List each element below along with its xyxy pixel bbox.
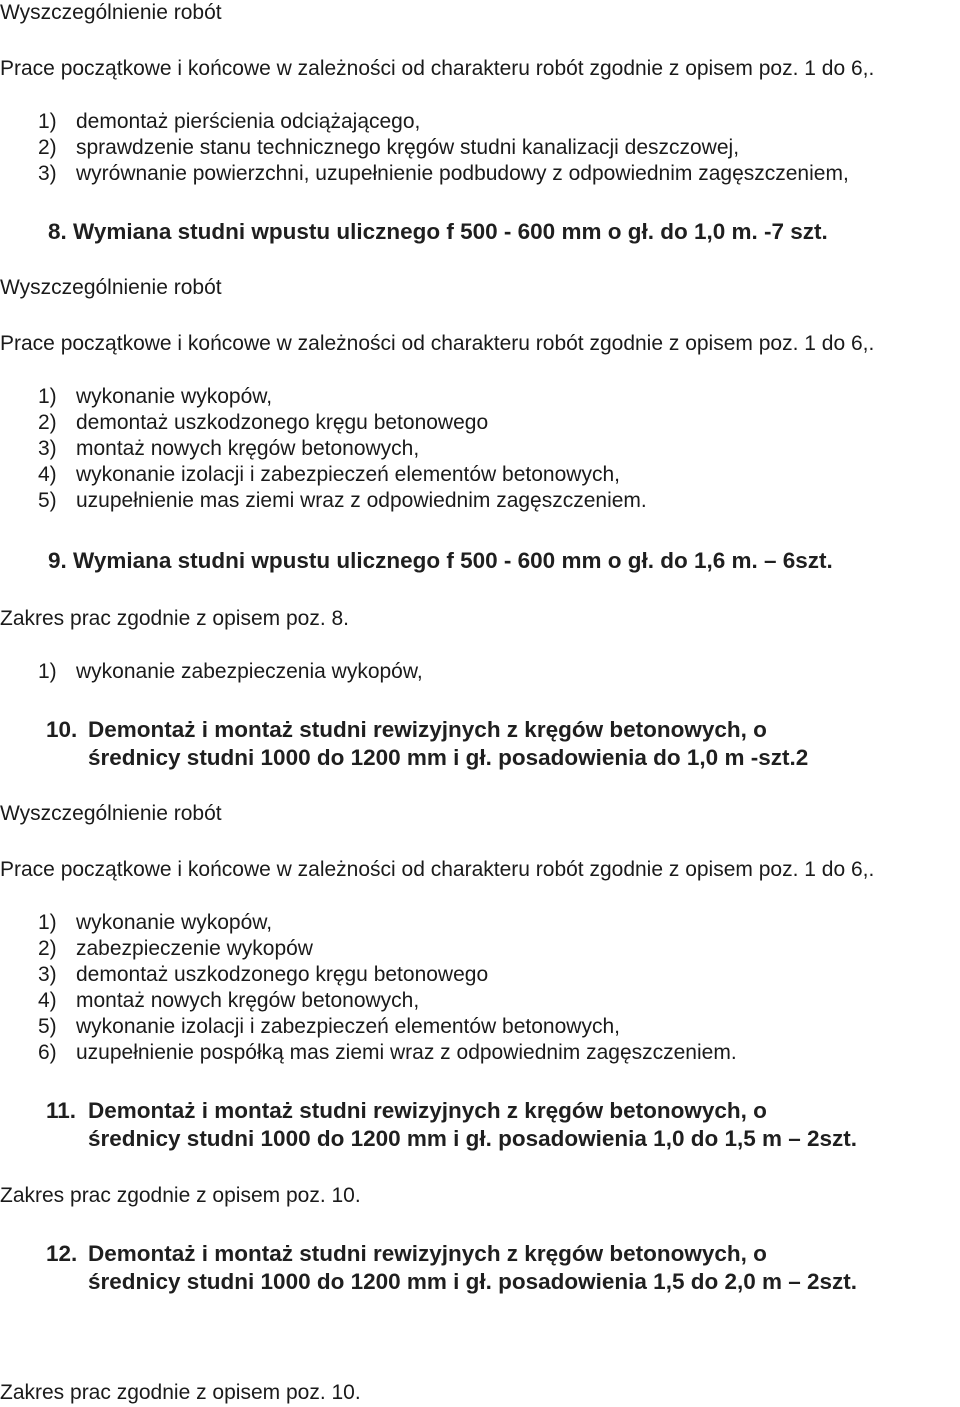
list-item-text: wykonanie izolacji i zabezpieczeń elementów betonowych, xyxy=(76,463,620,486)
list-item xyxy=(0,988,960,1014)
list-item-number: 4) xyxy=(38,463,57,486)
scope-note: Zakres prac zgodnie z opisem poz. 8. xyxy=(0,607,350,630)
list-item-number: 1) xyxy=(38,110,57,133)
list-item-number: 6) xyxy=(38,1041,57,1064)
scope-note: Zakres prac zgodnie z opisem poz. 10. xyxy=(0,1381,361,1404)
section-header: Wyszczególnienie robót xyxy=(0,276,222,299)
list-item-text: uzupełnienie mas ziemi wraz z odpowiednim zagęszczeniem. xyxy=(76,489,647,512)
list-item-number: 5) xyxy=(38,1015,57,1038)
list-item-number: 3) xyxy=(38,437,57,460)
section-heading-8: 8. Wymiana studni wpustu ulicznego f 500 - 600 mm o gł. do 1,0 m. -7 szt. xyxy=(48,219,828,244)
intro-paragraph: Prace początkowe i końcowe w zależności od charakteru robót zgodnie z opisem poz. 1 do 6,. xyxy=(0,858,875,881)
list-item-text: demontaż pierścienia odciążającego, xyxy=(76,110,421,133)
section-header: Wyszczególnienie robót xyxy=(0,1,222,24)
section-header: Wyszczególnienie robót xyxy=(0,802,222,825)
list-item xyxy=(0,488,960,514)
list-item-number: 2) xyxy=(38,136,57,159)
list-item-text: demontaż uszkodzonego kręgu betonowego xyxy=(76,963,489,986)
section-heading-11-line2: średnicy studni 1000 do 1200 mm i gł. posadowienia 1,0 do 1,5 m – 2szt. xyxy=(88,1126,858,1151)
list-item-text: wykonanie zabezpieczenia wykopów, xyxy=(76,660,423,683)
section-heading-12-number: 12. xyxy=(46,1241,78,1266)
list-item xyxy=(0,410,960,436)
list-item-number: 2) xyxy=(38,411,57,434)
list-item-text: wykonanie izolacji i zabezpieczeń elementów betonowych, xyxy=(76,1015,620,1038)
list-item xyxy=(0,109,960,135)
list-item-text: zabezpieczenie wykopów xyxy=(76,937,313,960)
list-item-text: uzupełnienie pospółką mas ziemi wraz z odpowiednim zagęszczeniem. xyxy=(76,1041,737,1064)
list-item-number: 1) xyxy=(38,385,57,408)
list-item xyxy=(0,659,960,685)
intro-paragraph: Prace początkowe i końcowe w zależności od charakteru robót zgodnie z opisem poz. 1 do 6,. xyxy=(0,57,875,80)
section-heading-12-line1: Demontaż i montaż studni rewizyjnych z kręgów betonowych, o xyxy=(88,1241,767,1266)
list-item-number: 2) xyxy=(38,937,57,960)
list-item-text: sprawdzenie stanu technicznego kręgów studni kanalizacji deszczowej, xyxy=(76,136,740,159)
section-heading-11-line1: Demontaż i montaż studni rewizyjnych z kręgów betonowych, o xyxy=(88,1098,767,1123)
section-heading-12-line2: średnicy studni 1000 do 1200 mm i gł. posadowienia 1,5 do 2,0 m – 2szt. xyxy=(88,1269,858,1294)
list-item-text: wyrównanie powierzchni, uzupełnienie podbudowy z odpowiednim zagęszczeniem, xyxy=(76,162,849,185)
list-item-number: 3) xyxy=(38,162,57,185)
list-item-text: montaż nowych kręgów betonowych, xyxy=(76,989,420,1012)
list-item-text: demontaż uszkodzonego kręgu betonowego xyxy=(76,411,489,434)
list-item xyxy=(0,1040,960,1066)
list-item-number: 5) xyxy=(38,489,57,512)
list-item xyxy=(0,936,960,962)
list-item xyxy=(0,161,960,187)
list-item-text: wykonanie wykopów, xyxy=(76,385,273,408)
list-item-number: 1) xyxy=(38,911,57,934)
section-heading-10-line1: Demontaż i montaż studni rewizyjnych z kręgów betonowych, o xyxy=(88,717,767,742)
list-item xyxy=(0,910,960,936)
list-item-number: 3) xyxy=(38,963,57,986)
list-item xyxy=(0,436,960,462)
section-heading-10-line2: średnicy studni 1000 do 1200 mm i gł. posadowienia do 1,0 m -szt.2 xyxy=(88,745,809,770)
section-heading-11-number: 11. xyxy=(46,1098,77,1123)
list-item xyxy=(0,962,960,988)
list-item xyxy=(0,462,960,488)
list-item xyxy=(0,384,960,410)
list-item-text: wykonanie wykopów, xyxy=(76,911,273,934)
list-item-text: montaż nowych kręgów betonowych, xyxy=(76,437,420,460)
section-heading-10-number: 10. xyxy=(46,717,78,742)
list-item xyxy=(0,135,960,161)
list-item xyxy=(0,1014,960,1040)
list-item-number: 4) xyxy=(38,989,57,1012)
section-heading-9: 9. Wymiana studni wpustu ulicznego f 500 - 600 mm o gł. do 1,6 m. – 6szt. xyxy=(48,548,833,573)
scope-note: Zakres prac zgodnie z opisem poz. 10. xyxy=(0,1184,361,1207)
intro-paragraph: Prace początkowe i końcowe w zależności od charakteru robót zgodnie z opisem poz. 1 do 6,. xyxy=(0,332,875,355)
list-item-number: 1) xyxy=(38,660,57,683)
